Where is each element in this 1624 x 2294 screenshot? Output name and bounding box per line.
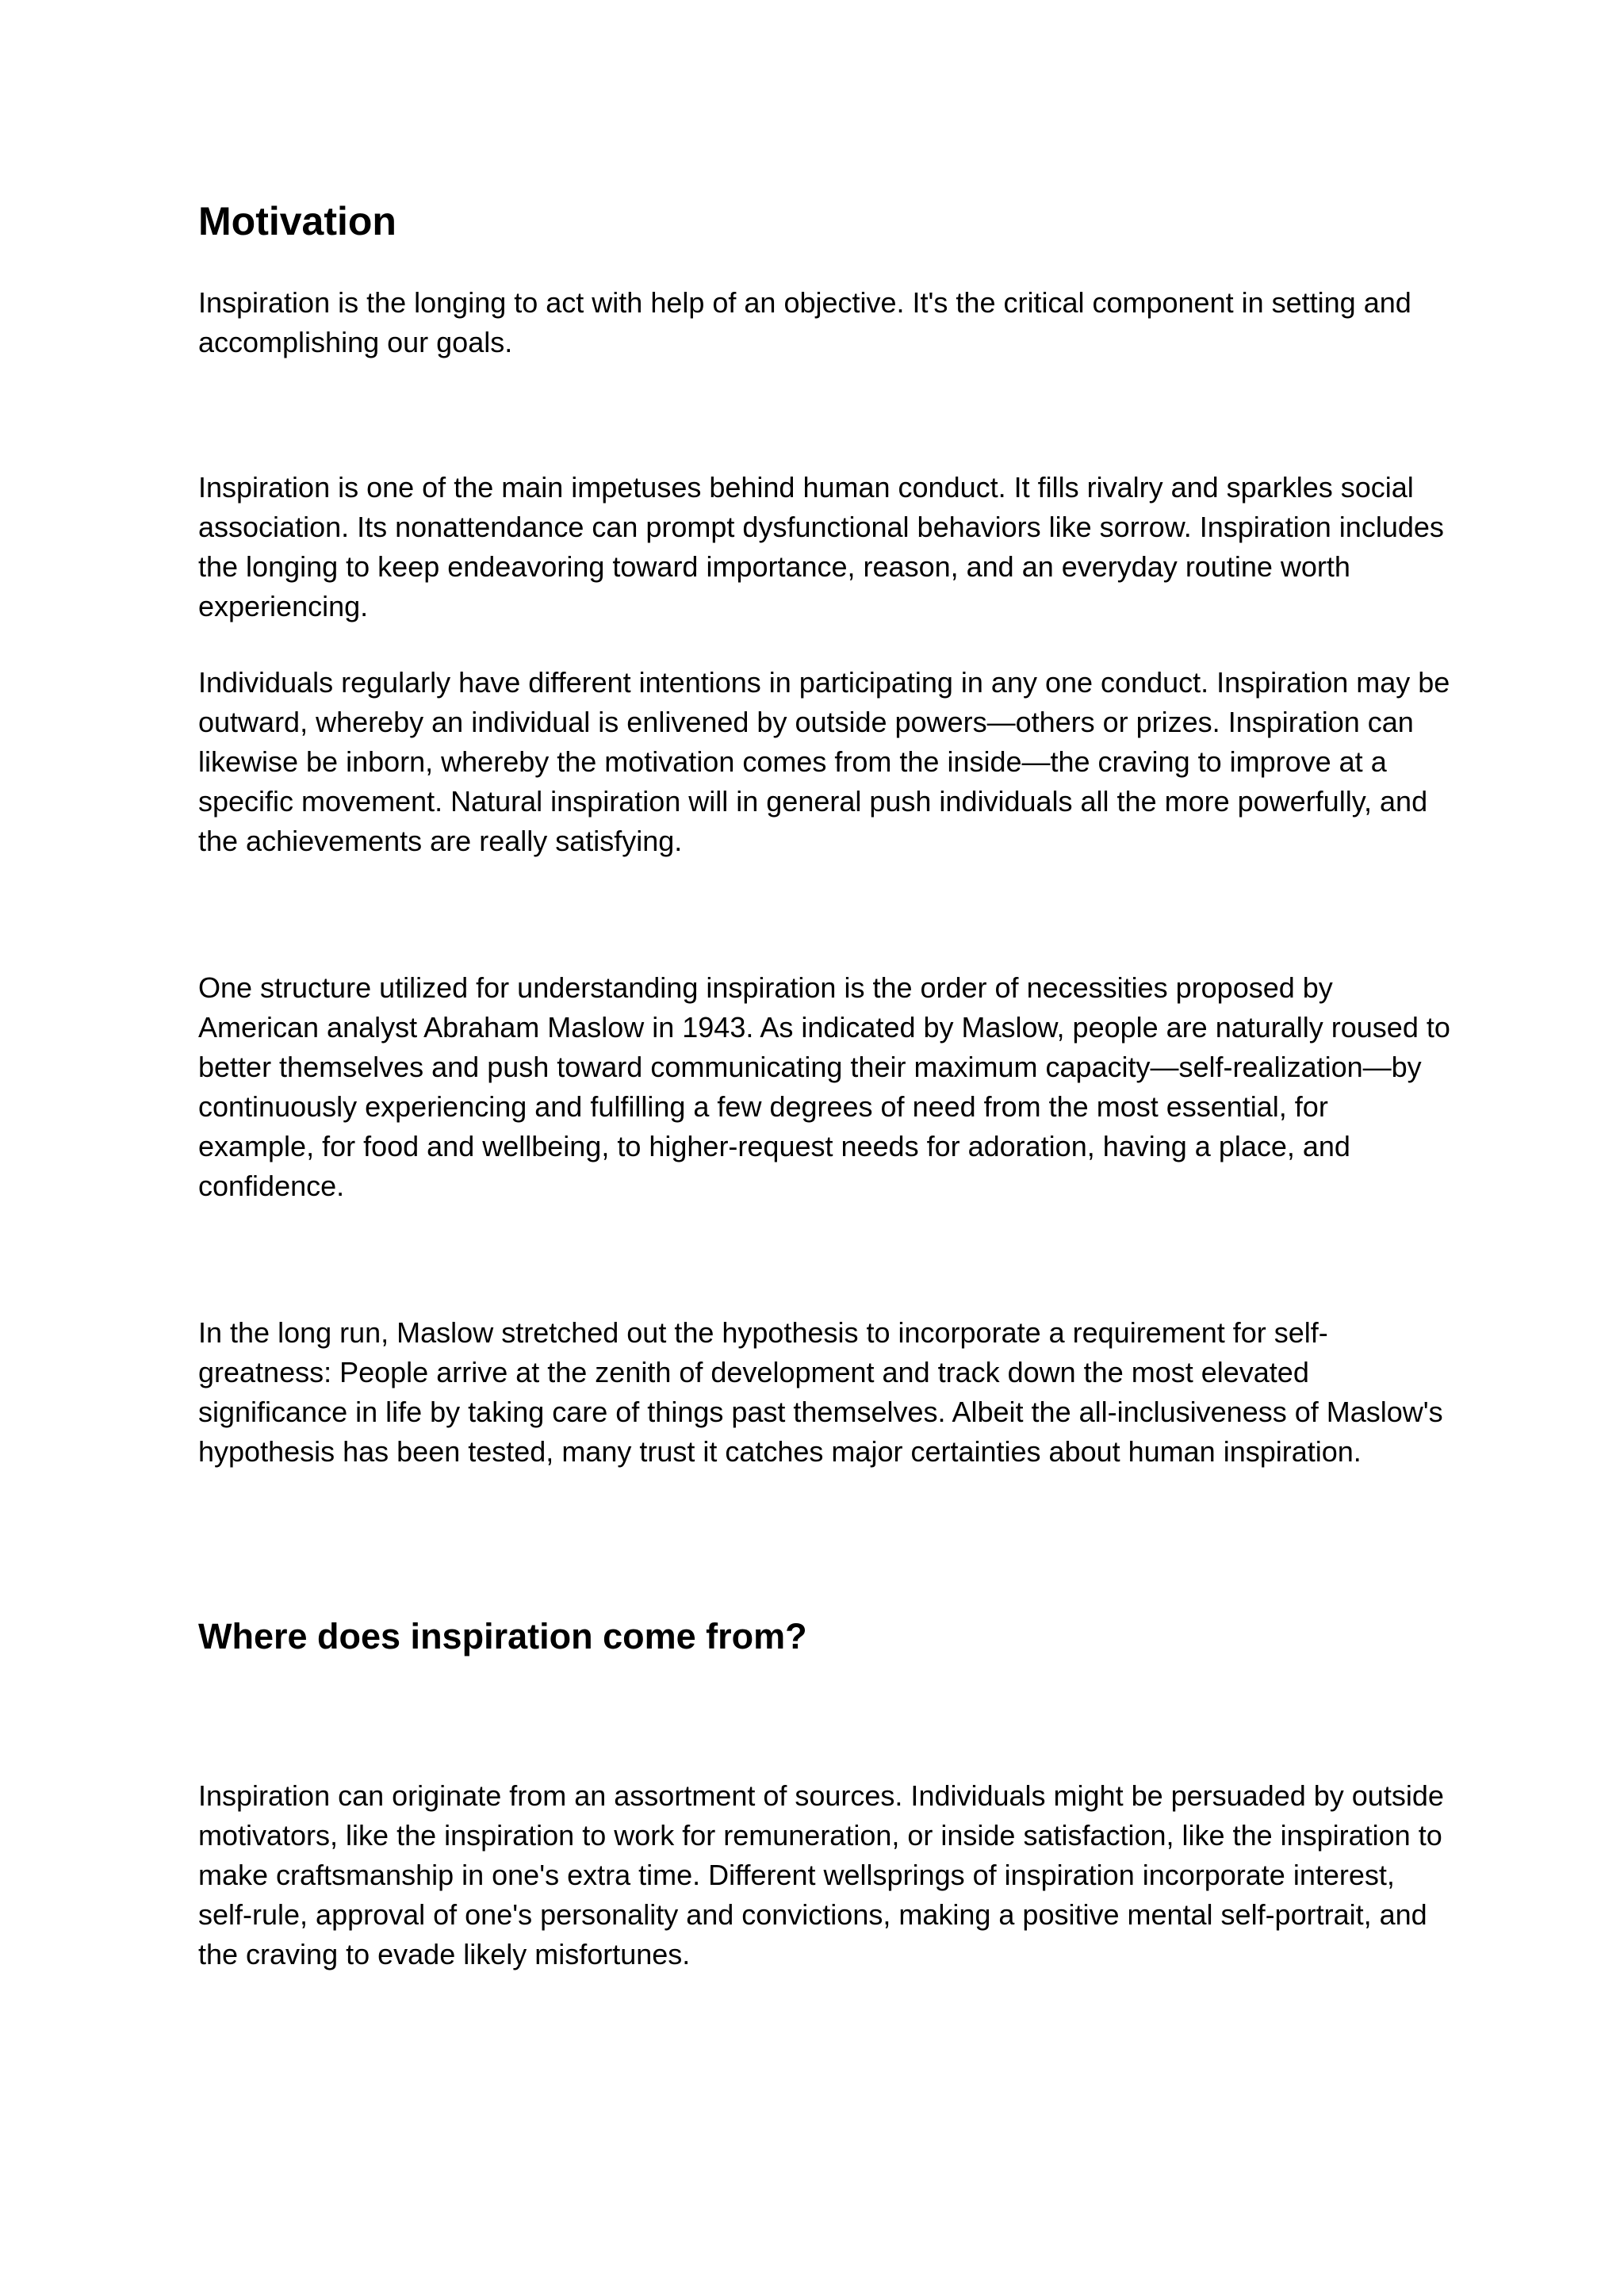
paragraph-intentions: Individuals regularly have different intentions in participating in any one conduct. Inspiration may be outward, whereby an individual is enlivened by outside powers—others or prizes. Inspiration can likewise be inborn, whereby the motivation comes from the inside—the craving to improve at a specific movement. Natural inspiration will in general push individuals all the more powerfully, and the achievements are really satisfying.	[198, 666, 1450, 857]
heading-motivation: Motivation	[198, 199, 396, 243]
paragraph-human-conduct: Inspiration is one of the main impetuses behind human conduct. It fills rivalry and sparkles social association. Its nonattendance can prompt dysfunctional behaviors like sorrow. Inspiration includes the longing to keep endeavoring toward importance, reason, and an everyday routine worth experiencing.	[198, 471, 1444, 622]
paragraph-intro: Inspiration is the longing to act with help of an objective. It's the critical component in setting and accomplishing our goals.	[198, 286, 1411, 358]
paragraph-self-greatness: In the long run, Maslow stretched out the hypothesis to incorporate a requirement for self-greatness: People arrive at the zenith of development and track down the most elevated significance in life by taking care of things past themselves. Albeit the all-inclusiveness of Maslow's hypothesis has been tested, many trust it catches major certainties about human inspiration.	[198, 1316, 1443, 1468]
paragraph-maslow: One structure utilized for understanding inspiration is the order of necessities proposed by American analyst Abraham Maslow in 1943. As indicated by Maslow, people are naturally roused to better themselves and push toward communicating their maximum capacity—self-realization—by continuously experiencing and fulfilling a few degrees of need from the most essential, for example, for food and wellbeing, to higher-request needs for adoration, having a place, and confidence.	[198, 971, 1450, 1202]
paragraph-sources: Inspiration can originate from an assortment of sources. Individuals might be persuaded by outside motivators, like the inspiration to work for remuneration, or inside satisfaction, like the inspiration to make craftsmanship in one's extra time. Different wellsprings of inspiration incorporate interest, self-rule, approval of one's personality and convictions, making a positive mental self-portrait, and the craving to evade likely misfortunes.	[198, 1779, 1444, 1970]
heading-where-inspiration-comes-from: Where does inspiration come from?	[198, 1616, 807, 1656]
